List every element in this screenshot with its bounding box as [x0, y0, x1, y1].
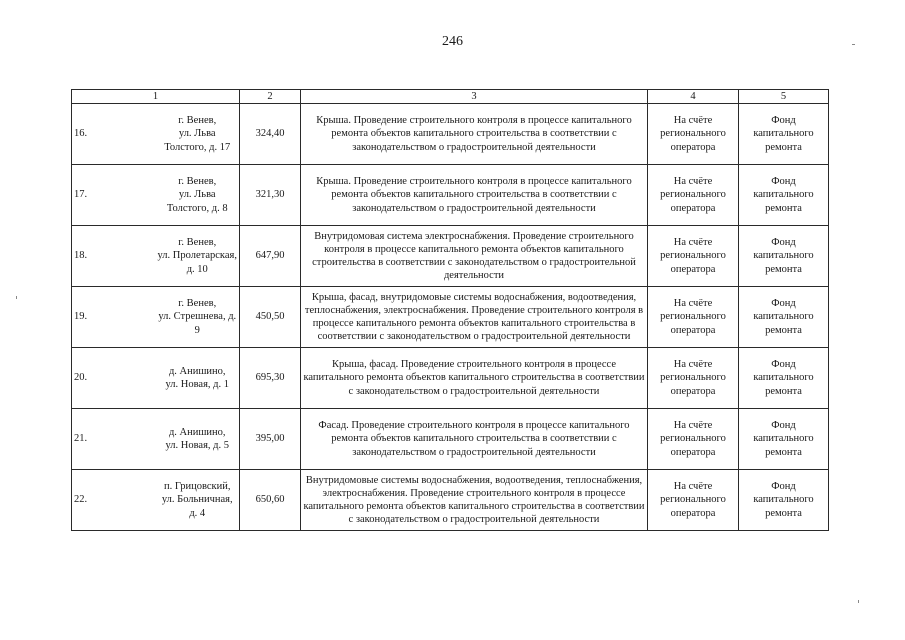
row-work-type: Крыша. Проведение строительного контроля в процессе капитального ремонта объектов капитального строительства в соответствии с законодательством о градостроительной деятельности: [301, 104, 648, 165]
row-funding: [739, 104, 829, 165]
row-funding: [739, 226, 829, 287]
row-funding: [739, 409, 829, 470]
row-area: 647,90: [240, 226, 301, 287]
row-work-type: Крыша, фасад. Проведение строительного контроля в процессе капитального ремонта объектов капитального строительства в соответствии с законодательством о градостроительной деятельности: [301, 348, 648, 409]
header-col-2: 2: [240, 90, 301, 104]
row-number: 20.: [72, 348, 156, 409]
fund-line-3: ремонта: [765, 446, 802, 458]
fund-line-1: Фонд: [771, 420, 796, 432]
address-locality: п. Грицовский,: [163, 481, 231, 493]
row-number: 22.: [72, 470, 156, 531]
scan-mark: [852, 44, 855, 45]
scan-mark: [16, 296, 17, 299]
fund-line-2: капитального: [753, 189, 814, 201]
header-col-4: 4: [648, 90, 739, 104]
fund-line-2: капитального: [753, 372, 814, 384]
address-street: ул. Больничная, д. 4: [161, 494, 233, 519]
address-street: ул. Льва Толстого, д. 17: [164, 128, 231, 153]
address-locality: г. Венев,: [178, 176, 217, 188]
fund-line-3: ремонта: [765, 202, 802, 214]
row-address: [156, 470, 240, 531]
table-row: [72, 470, 829, 531]
address-locality: г. Венев,: [178, 298, 217, 310]
table-row: [72, 348, 829, 409]
row-area: 324,40: [240, 104, 301, 165]
row-area: 650,60: [240, 470, 301, 531]
account-line-1: На счёте: [673, 115, 713, 127]
row-area: 450,50: [240, 287, 301, 348]
fund-line-2: капитального: [753, 311, 814, 323]
row-address: [156, 226, 240, 287]
account-line-3: оператора: [670, 385, 716, 397]
fund-line-1: Фонд: [771, 176, 796, 188]
row-address: [156, 287, 240, 348]
account-line-1: На счёте: [673, 359, 713, 371]
account-line-2: регионального: [660, 250, 726, 262]
fund-line-1: Фонд: [771, 298, 796, 310]
account-line-3: оператора: [670, 446, 716, 458]
row-number: 19.: [72, 287, 156, 348]
row-address: [156, 348, 240, 409]
row-work-type: Крыша. Проведение строительного контроля в процессе капитального ремонта объектов капитального строительства в соответствии с законодательством о градостроительной деятельности: [301, 165, 648, 226]
account-line-2: регионального: [660, 372, 726, 384]
row-number: 21.: [72, 409, 156, 470]
row-account: [648, 409, 739, 470]
account-line-1: На счёте: [673, 481, 713, 493]
address-street: ул. Стрешнева, д. 9: [158, 311, 237, 336]
row-account: [648, 470, 739, 531]
account-line-2: регионального: [660, 189, 726, 201]
page-number: 246: [442, 34, 463, 49]
row-number: 18.: [72, 226, 156, 287]
table-row: [72, 165, 829, 226]
table-row: [72, 287, 829, 348]
account-line-1: На счёте: [673, 298, 713, 310]
row-funding: [739, 470, 829, 531]
fund-line-2: капитального: [753, 433, 814, 445]
fund-line-1: Фонд: [771, 359, 796, 371]
fund-line-3: ремонта: [765, 141, 802, 153]
account-line-2: регионального: [660, 128, 726, 140]
account-line-3: оператора: [670, 141, 716, 153]
row-funding: [739, 165, 829, 226]
fund-line-3: ремонта: [765, 507, 802, 519]
fund-line-2: капитального: [753, 250, 814, 262]
row-work-type: Внутридомовые системы водоснабжения, водоотведения, теплоснабжения, электроснабжения. Проведение строительного контроля в процессе капитального ремонта объектов капитального строительства в соответствии с законодательством о градостроительной деятельности: [301, 470, 648, 531]
account-line-3: оператора: [670, 263, 716, 275]
account-line-2: регионального: [660, 494, 726, 506]
table-row: [72, 104, 829, 165]
fund-line-1: Фонд: [771, 237, 796, 249]
row-account: [648, 104, 739, 165]
row-area: 695,30: [240, 348, 301, 409]
scan-mark: [858, 600, 859, 603]
fund-line-3: ремонта: [765, 263, 802, 275]
account-line-1: На счёте: [673, 420, 713, 432]
account-line-3: оператора: [670, 507, 716, 519]
row-funding: [739, 287, 829, 348]
row-work-type: Фасад. Проведение строительного контроля в процессе капитального ремонта объектов капитального строительства в соответствии с законодательством о градостроительной деятельности: [301, 409, 648, 470]
fund-line-3: ремонта: [765, 385, 802, 397]
row-area: 395,00: [240, 409, 301, 470]
row-number: 16.: [72, 104, 156, 165]
account-line-2: регионального: [660, 433, 726, 445]
row-account: [648, 226, 739, 287]
row-address: [156, 165, 240, 226]
address-locality: д. Анишино,: [168, 426, 226, 438]
account-line-3: оператора: [670, 202, 716, 214]
row-work-type: Внутридомовая система электроснабжения. Проведение строительного контроля в процессе капитального ремонта объектов капитального строительства в соответствии с законодательством о градостроительной деятельности: [301, 226, 648, 287]
table-row: [72, 409, 829, 470]
header-col-1: 1: [72, 90, 240, 104]
address-street: ул. Новая, д. 5: [165, 440, 229, 451]
address-locality: г. Венев,: [178, 115, 217, 127]
header-col-5: 5: [739, 90, 829, 104]
table-row: [72, 226, 829, 287]
works-table: [71, 89, 829, 531]
row-address: [156, 409, 240, 470]
row-account: [648, 287, 739, 348]
table-body: [72, 104, 829, 531]
fund-line-2: капитального: [753, 494, 814, 506]
fund-line-1: Фонд: [771, 481, 796, 493]
row-number: 17.: [72, 165, 156, 226]
address-street: ул. Пролетарская, д. 10: [157, 250, 237, 275]
address-locality: д. Анишино,: [168, 365, 226, 377]
fund-line-3: ремонта: [765, 324, 802, 336]
address-locality: г. Венев,: [178, 237, 217, 249]
account-line-2: регионального: [660, 311, 726, 323]
address-street: ул. Новая, д. 1: [165, 379, 229, 390]
row-area: 321,30: [240, 165, 301, 226]
account-line-1: На счёте: [673, 176, 713, 188]
fund-line-1: Фонд: [771, 115, 796, 127]
row-account: [648, 165, 739, 226]
fund-line-2: капитального: [753, 128, 814, 140]
account-line-1: На счёте: [673, 237, 713, 249]
row-address: [156, 104, 240, 165]
account-line-3: оператора: [670, 324, 716, 336]
row-funding: [739, 348, 829, 409]
address-street: ул. Льва Толстого, д. 8: [166, 189, 228, 214]
header-col-3: 3: [301, 90, 648, 104]
row-work-type: Крыша, фасад, внутридомовые системы водоснабжения, водоотведения, теплоснабжения, электроснабжения. Проведение строительного контроля в процессе капитального ремонта объектов капитального строительства в соответствии с законодательством о градостроительной деятельности: [301, 287, 648, 348]
row-account: [648, 348, 739, 409]
table-header-row: [72, 90, 829, 104]
